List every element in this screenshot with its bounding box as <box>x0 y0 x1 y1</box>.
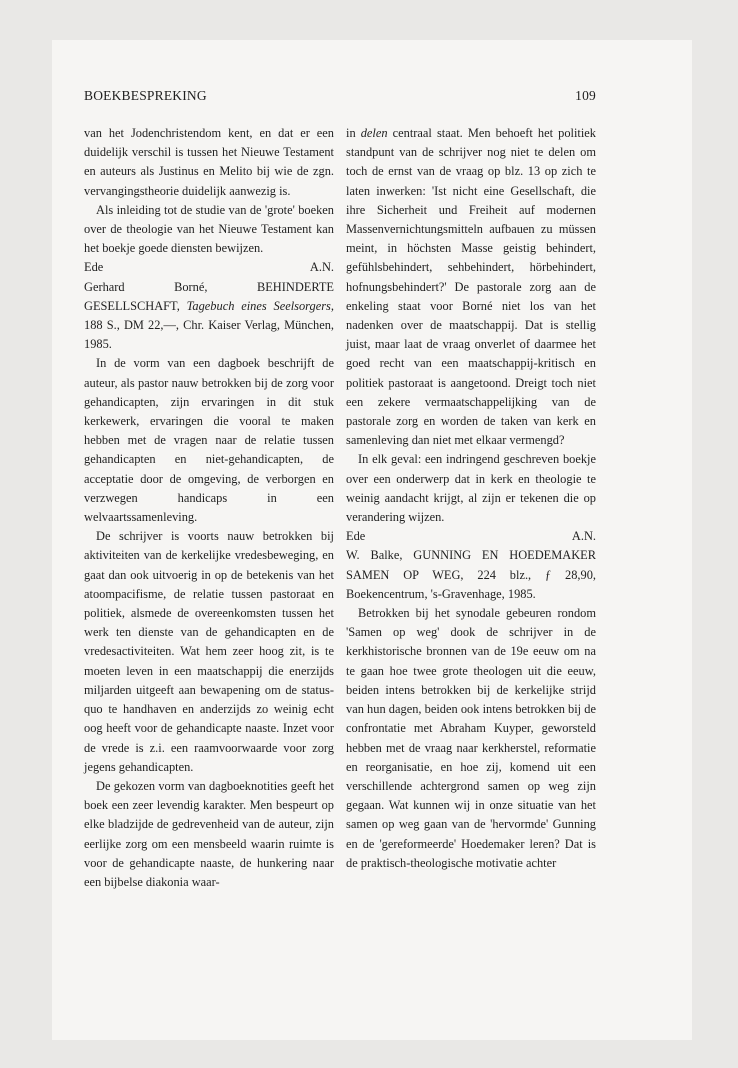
paragraph: Betrokken bij het synodale gebeuren rondom 'Samen op weg' dook de schrijver in de kerkhistorische bronnen van de 19e eeuw om na te gaan hoe twee grote theologen uit die eeuw, beiden intens betrokken bij de kerkelijke strijd van hun dagen, beiden ook intens betrokken bij de confrontatie met Abraham Kuyper, geworsteld hebben met de vraag naar kerkherstel, reformatie en reorganisatie, en hoe zij, komend uit een verschillende achtergrond samen op weg zijn gegaan. Wat kunnen wij in onze situatie van het samen op weg gaan van de 'hervormde' Gunning en de 'gereformeerde' Hoedemaker leren? Dat is de praktisch-theologische motivatie achter <box>346 606 596 870</box>
reviewer-signature <box>346 527 596 546</box>
text-run: in <box>346 126 361 140</box>
right-column <box>346 124 596 873</box>
signature-place: Ede <box>346 529 366 544</box>
reviewer-signature <box>84 258 334 277</box>
text-run: centraal staat. Men behoeft het politiek standpunt van de schrijver nog niet te delen om toch de ernst van de vraag op blz. 13 op zich te laten inwerken: 'Ist nicht eine Gesellschaft, die ihre Sicherheit und Freiheit auf modernen Massenvernichtungsmitteln aufbauen zu müssen meint, in höchsten Masse geistig behindert, gefühlsbehindert, sehbehindert, hörbehindert, hofnungsbehindert?' De pastorale zorg aan de enkeling staat voor Borné niet los van het nadenken over de maatschappij. Dat is stellig juist, maar laat de vraag onverlet of daarmee het goed recht van een maatschappij-kritisch en politiek pastoraat is aangetoond. Dreigt toch niet een zekere vermaatschappelijking van de pastorale zorg en worden de taken van kerk en samenleving dan niet met elkaar vermengd? <box>346 126 596 448</box>
paragraph: De schrijver is voorts nauw betrokken bij aktiviteiten van de kerkelijke vredesbeweging, en gaat dan ook uitvoerig in op de betekenis van het atoompacifisme, de relatie tussen pastoraat en politiek, alsmede de overeenkomsten tussen het werk ten dienste van de gehandicapten en de vredesactiviteiten. Wat hem zeer hoog zit, is te moeten leven in een maatschappij die enerzijds miljarden uitgeeft aan bewapening om de status-quo te handhaven en anderzijds zo weinig echt oog heeft voor de gehandicapte naaste. Inzet voor de vrede is z.i. een raamvoorwaarde voor zorg jegens gehandicapten. <box>84 529 334 774</box>
paragraph: In de vorm van een dagboek beschrijft de auteur, als pastor nauw betrokken bij de zorg voor gehandicapten, zijn ervaringen in dit stuk kerkewerk, ervaringen die vooral te maken hebben met de vragen naar de relatie tussen gehandicapten en niet-gehandicapten, de acceptatie door de omgeving, de verborgen en verzwegen handicaps in een welvaartssamenleving. <box>84 356 334 525</box>
paragraph <box>346 124 596 450</box>
book-subtitle: Tagebuch eines Seelsorgers, <box>186 298 334 313</box>
paragraph: In elk geval: een indringend geschreven boekje over een onderwerp dat in kerk en theologie te weinig aandacht krijgt, al zijn er tekenen die op verandering wijzen. <box>346 452 596 525</box>
section-title: BOEKBESPREKING <box>84 88 207 103</box>
signature-place: Ede <box>84 260 104 275</box>
paragraph: De gekozen vorm van dagboeknotities geeft het boek een zeer levendig karakter. Men bespeurt op elke bladzijde de gedrevenheid van de auteur, zijn eerlijke zorg om een mensbeeld waarin ruimte is voor de gehandicapte naaste, de hunkering naar een bijbelse diakonia waar- <box>84 778 334 889</box>
page-number: 109 <box>575 88 596 103</box>
book-author-title: Gerhard Borné, BEHINDERTE GESELLSCHAFT, <box>84 279 334 313</box>
book-reference: W. Balke, GUNNING EN HOEDEMAKER SAMEN OP WEG, 224 blz., ƒ 28,90, Boekencentrum, 's-Gravenhage, 1985. <box>346 548 596 601</box>
paragraph: Als inleiding tot de studie van de 'grote' boeken over de theologie van het Nieuwe Testament kan het boekje goede diensten bewijzen. <box>84 202 334 256</box>
left-column <box>84 124 334 892</box>
book-publication-details: 188 S., DM 22,—, Chr. Kaiser Verlag, München, 1985. <box>84 318 334 352</box>
signature-initials: A.N. <box>309 260 334 275</box>
emphasis: delen <box>360 126 388 140</box>
book-reference <box>84 278 334 355</box>
signature-initials: A.N. <box>571 529 596 544</box>
paragraph: van het Jodenchristendom kent, en dat er een duidelijk verschil is tussen het Nieuwe Testament en auteurs als Justinus en Melito bij wie de zgn. vervangingstheorie duidelijk aanwezig is. <box>84 126 334 198</box>
